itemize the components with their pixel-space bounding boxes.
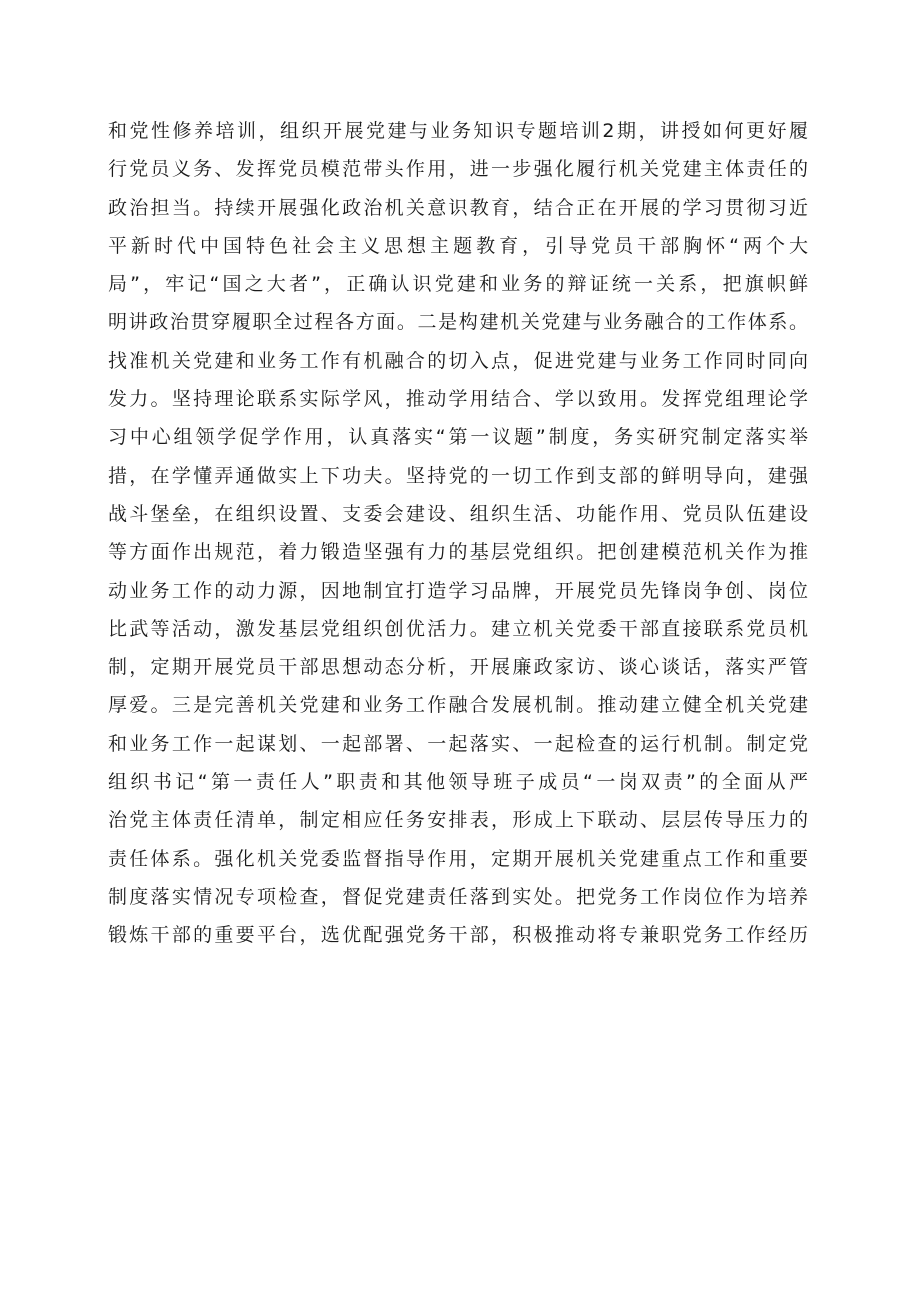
- text-line: 行党员义务、发挥党员模范带头作用，进一步强化履行机关党建主体责任的: [108, 158, 808, 181]
- text-line: 战斗堡垒，在组织设置、支委会建设、组织生活、功能作用、党员队伍建设: [108, 502, 808, 525]
- text-line: 比武等活动，激发基层党组织创优活力。建立机关党委干部直接联系党员机: [108, 617, 808, 640]
- body-text: [108, 112, 808, 955]
- text-line: 习中心组领学促学作用，认真落实“第一议题”制度，务实研究制定落实举: [108, 426, 808, 449]
- text-line: 措，在学懂弄通做实上下功夫。坚持党的一切工作到支部的鲜明导向，建强: [108, 464, 808, 487]
- text-line: 治党主体责任清单，制定相应任务安排表，形成上下联动、层层传导压力的: [108, 809, 808, 832]
- text-line: 制度落实情况专项检查，督促党建责任落到实处。把党务工作岗位作为培养: [108, 885, 808, 908]
- text-line: 责任体系。强化机关党委监督指导作用，定期开展机关党建重点工作和重要: [108, 847, 808, 870]
- text-line: 找准机关党建和业务工作有机融合的切入点，促进党建与业务工作同时同向: [108, 349, 808, 372]
- text-line: 厚爱。三是完善机关党建和业务工作融合发展机制。推动建立健全机关党建: [108, 694, 808, 717]
- text-line: 局”，牢记“国之大者”，正确认识党建和业务的辩证统一关系，把旗帜鲜: [108, 273, 808, 296]
- text-line: 等方面作出规范，着力锻造坚强有力的基层党组织。把创建模范机关作为推: [108, 541, 808, 564]
- text-line: 制，定期开展党员干部思想动态分析，开展廉政家访、谈心谈话，落实严管: [108, 656, 808, 679]
- text-line: 平新时代中国特色社会主义思想主题教育，引导党员干部胸怀“两个大: [108, 234, 808, 257]
- text-line: 明讲政治贯穿履职全过程各方面。二是构建机关党建与业务融合的工作体系。: [108, 311, 808, 334]
- text-line: 和业务工作一起谋划、一起部署、一起落实、一起检查的运行机制。制定党: [108, 732, 808, 755]
- text-line: 锻炼干部的重要平台，选优配强党务干部，积极推动将专兼职党务工作经历: [108, 924, 808, 947]
- text-line: 动业务工作的动力源，因地制宜打造学习品牌，开展党员先锋岗争创、岗位: [108, 579, 808, 602]
- text-line: 发力。坚持理论联系实际学风，推动学用结合、学以致用。发挥党组理论学: [108, 388, 808, 411]
- text-line: 组织书记“第一责任人”职责和其他领导班子成员“一岗双责”的全面从严: [108, 771, 808, 794]
- text-line: 和党性修养培训，组织开展党建与业务知识专题培训2期，讲授如何更好履: [108, 120, 808, 142]
- text-line: 政治担当。持续开展强化政治机关意识教育，结合正在开展的学习贯彻习近: [108, 196, 808, 219]
